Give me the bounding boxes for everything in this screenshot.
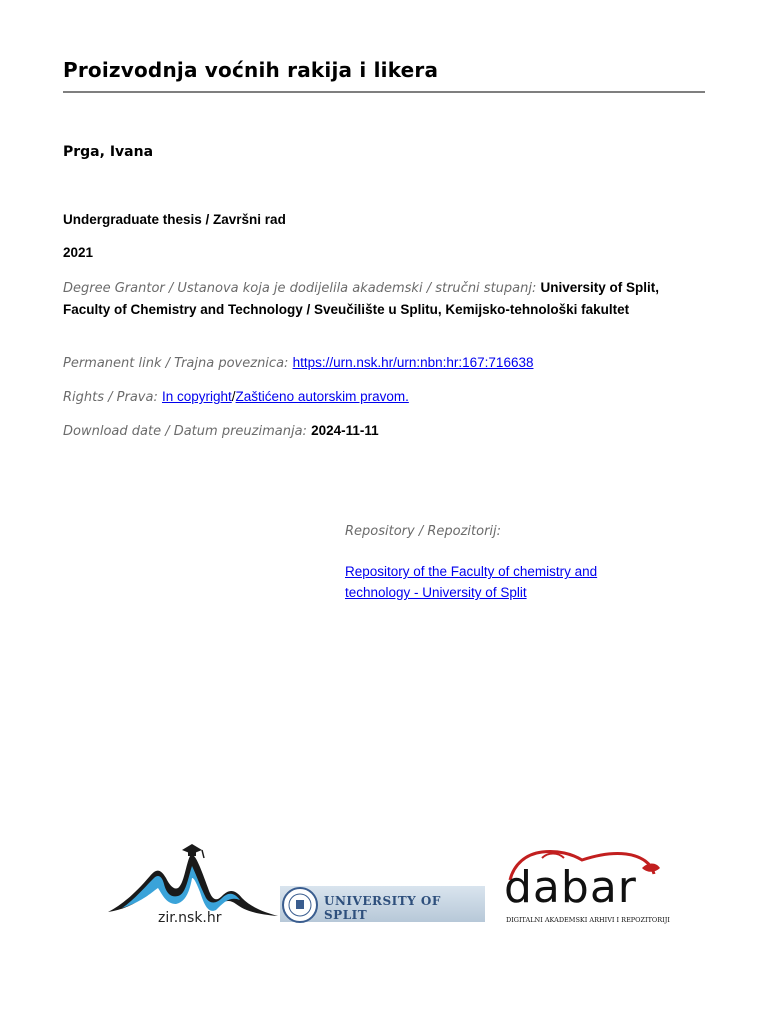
dabar-logo[interactable] <box>502 846 670 928</box>
download-label: Download date / Datum preuzimanja: <box>63 424 307 439</box>
permalink-link[interactable]: https://urn.nsk.hr/urn:nbn:hr:167:716638 <box>292 355 534 370</box>
split-text: UNIVERSITY OF SPLIT <box>324 894 441 922</box>
degree-grantor <box>63 277 703 321</box>
zir-text: zir.nsk.hr <box>158 910 222 926</box>
permalink-label: Permanent link / Trajna poveznica: <box>63 356 289 371</box>
rights-label: Rights / Prava: <box>63 390 158 405</box>
dabar-subtext: DIGITALNI AKADEMSKI ARHIVI I REPOZITORIJI <box>506 916 670 924</box>
title-divider <box>63 91 705 93</box>
grantor-label: Degree Grantor / Ustanova koja je dodijelila akademski / stručni stupanj: <box>63 281 537 296</box>
permanent-link-row <box>63 352 533 374</box>
thesis-year: 2021 <box>63 245 94 260</box>
copyright-hr-link[interactable]: Zaštićeno autorskim pravom. <box>235 389 409 404</box>
university-of-split-logo[interactable] <box>280 858 485 924</box>
dabar-text: dabar <box>504 862 637 913</box>
repository-link-wrap <box>345 561 635 603</box>
author-name: Prga, Ivana <box>63 144 154 160</box>
download-date: 2024-11-11 <box>311 423 379 438</box>
rights-row <box>63 386 409 408</box>
rights-separator: / <box>231 389 236 404</box>
thesis-type: Undergraduate thesis / Završni rad <box>63 212 286 227</box>
document-title: Proizvodnja voćnih rakija i likera <box>63 58 439 82</box>
in-copyright-link[interactable]: In copyright <box>161 389 232 404</box>
grantor-value: University of Split, Faculty of Chemistry and Technology / Sveučilište u Splitu, Kemijsko-tehnološki fakultet <box>63 280 660 317</box>
repository-label: Repository / Repozitorij: <box>345 524 502 539</box>
download-date-row <box>63 420 379 442</box>
repository-link[interactable]: Repository of the Faculty of chemistry and technology - University of Split <box>345 564 598 600</box>
zir-logo[interactable] <box>104 838 280 930</box>
